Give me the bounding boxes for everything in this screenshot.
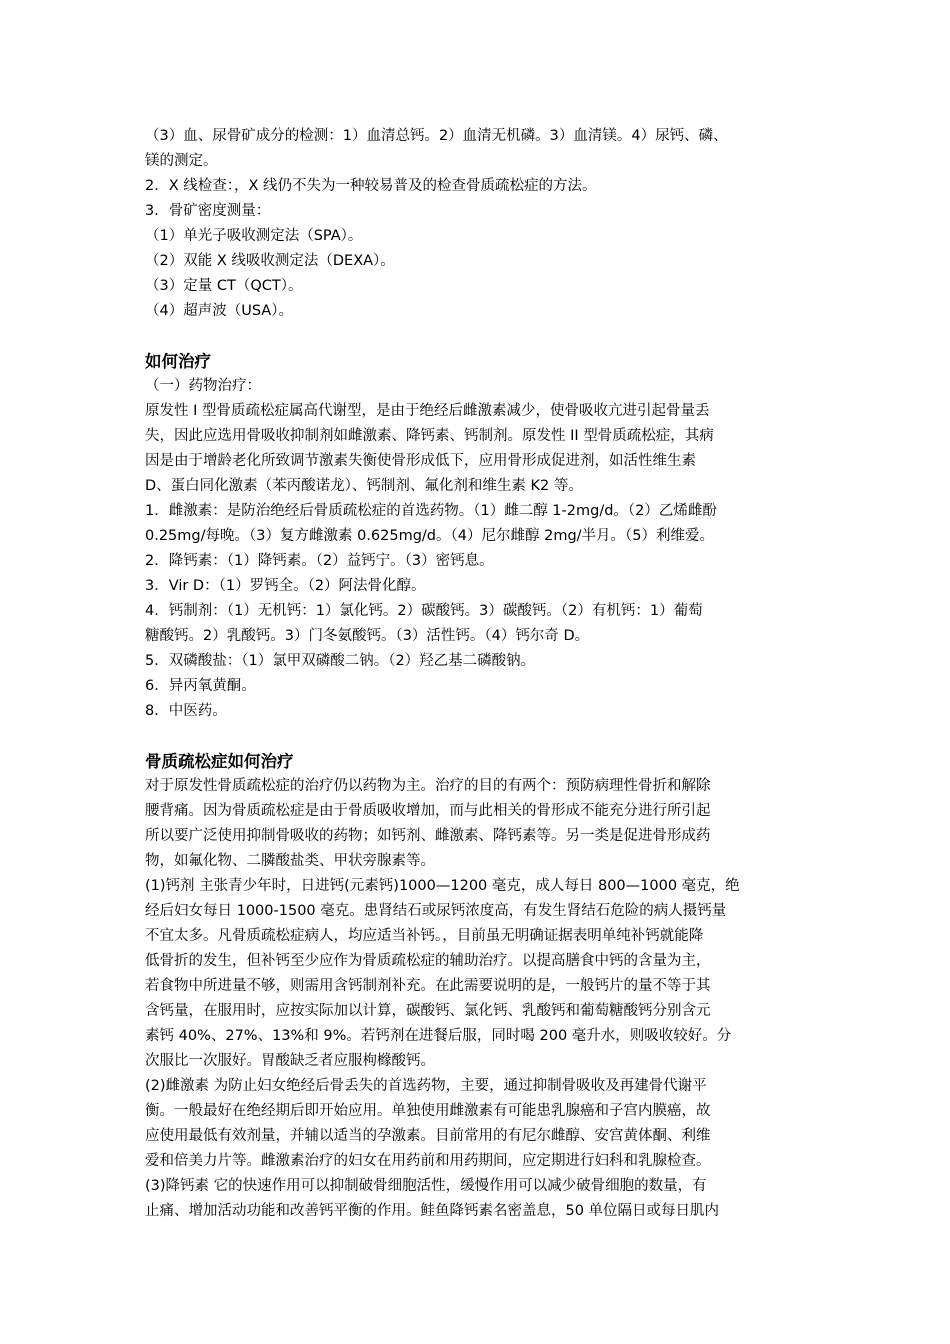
text-line: 3．Vir D：（1）罗钙全。（2）阿法骨化醇。 bbox=[145, 578, 426, 594]
text-line: 因是由于增龄老化所致调节激素失衡使骨形成低下，应用骨形成促进剂，如活性维生素 bbox=[145, 453, 696, 469]
text-line: （1）单光子吸收测定法（SPA）。 bbox=[145, 228, 363, 244]
text-line: 不宜太多。凡骨质疏松症病人，均应适当补钙。，目前虽无明确证据表明单纯补钙就能降 bbox=[145, 928, 704, 944]
text-line: 2．X 线检查：，X 线仍不失为一种较易普及的检查骨质疏松症的方法。 bbox=[145, 178, 597, 194]
text-line: 所以要广泛使用抑制骨吸收的药物；如钙剂、雌激素、降钙素等。另一类是促进骨形成药 bbox=[145, 828, 711, 844]
text-line: 止痛、增加活动功能和改善钙平衡的作用。鲑鱼降钙素名密盖息，50 单位隔日或每日肌内 bbox=[145, 1203, 720, 1219]
text-line: 5．双磷酸盐：（1）氯甲双磷酸二钠。（2）羟乙基二磷酸钠。 bbox=[145, 653, 536, 669]
text-line: 糖酸钙。2）乳酸钙。3）门冬氨酸钙。（3）活性钙。（4）钙尔奇 D。 bbox=[145, 628, 590, 644]
text-line: （3）血、尿骨矿成分的检测：1）血清总钙。2）血清无机磷。3）血清镁。4）尿钙、磷、 bbox=[145, 128, 728, 144]
text-line: 经后妇女每日 1000-1500 毫克。患肾结石或尿钙浓度高，有发生肾结石危险的病人摄钙量 bbox=[145, 903, 727, 919]
text-line: (2)雌激素 为防止妇女绝经后骨丢失的首选药物，主要，通过抑制骨吸收及再建骨代谢平 bbox=[145, 1078, 707, 1094]
section-osteoporosis bbox=[145, 749, 825, 1224]
section-intro bbox=[145, 124, 825, 324]
text-line: 4．钙制剂：（1）无机钙：1）氯化钙。2）碳酸钙。3）碳酸钙。（2）有机钙：1）葡萄 bbox=[145, 603, 703, 619]
text-line: 若食物中所进量不够，则需用含钙制剂补充。在此需要说明的是，一般钙片的量不等于其 bbox=[145, 978, 711, 994]
text-line: 素钙 40%、27%、13%和 9%。若钙剂在进餐后服，同时喝 200 毫升水，则吸收较好。分 bbox=[145, 1028, 732, 1044]
text-line: 镁的测定。 bbox=[145, 153, 218, 169]
text-line: （3）定量 CT（QCT）。 bbox=[145, 278, 303, 294]
section-heading: 骨质疏松症如何治疗 bbox=[145, 752, 294, 771]
document-page bbox=[145, 124, 825, 1224]
text-line: 腰背痛。因为骨质疏松症是由于骨质吸收增加，而与此相关的骨形成不能充分进行所引起 bbox=[145, 803, 711, 819]
text-line: 1．雌激素：是防治绝经后骨质疏松症的首选药物。（1）雌二醇 1-2mg/d。（2）乙烯雌酚 bbox=[145, 503, 717, 519]
text-line: D、蛋白同化激素（苯丙酸诺龙）、钙制剂、氟化剂和维生素 K2 等。 bbox=[145, 478, 583, 494]
text-line: 低骨折的发生，但补钙至少应作为骨质疏松症的辅助治疗。以提高膳食中钙的含量为主， bbox=[145, 953, 711, 969]
text-line: 3．骨矿密度测量： bbox=[145, 203, 271, 219]
text-line: 6．异丙氧黄酮。 bbox=[145, 678, 256, 694]
text-line: (1)钙剂 主张青少年时，日进钙(元素钙)1000—1200 毫克，成人每日 800—1000 毫克，绝 bbox=[145, 878, 740, 894]
text-line: 应使用最低有效剂量，并辅以适当的孕激素。目前常用的有尼尔雌醇、安宫黄体酮、利维 bbox=[145, 1128, 711, 1144]
text-line: (3)降钙素 它的快速作用可以抑制破骨细胞活性，缓慢作用可以减少破骨细胞的数量，有 bbox=[145, 1178, 707, 1194]
section-heading: 如何治疗 bbox=[145, 352, 211, 371]
text-line: 含钙量，在服用时，应按实际加以计算，碳酸钙、氯化钙、乳酸钙和葡萄糖酸钙分别含元 bbox=[145, 1003, 711, 1019]
text-line: 次服比一次服好。胃酸缺乏者应服枸橼酸钙。 bbox=[145, 1053, 435, 1069]
text-line: （一）药物治疗： bbox=[145, 378, 261, 394]
text-line: 8．中医药。 bbox=[145, 703, 227, 719]
section-treatment bbox=[145, 349, 825, 724]
text-line: （4）超声波（USA）。 bbox=[145, 303, 293, 319]
text-line: 衡。一般最好在绝经期后即开始应用。单独使用雌激素有可能患乳腺癌和子宫内膜癌，故 bbox=[145, 1103, 711, 1119]
text-line: 对于原发性骨质疏松症的治疗仍以药物为主。治疗的目的有两个：预防病理性骨折和解除 bbox=[145, 778, 711, 794]
text-line: 原发性 I 型骨质疏松症属高代谢型，是由于绝经后雌激素减少，使骨吸收亢进引起骨量丢 bbox=[145, 403, 710, 419]
text-line: 失，因此应选用骨吸收抑制剂如雌激素、降钙素、钙制剂。原发性 II 型骨质疏松症，其病 bbox=[145, 428, 714, 444]
text-line: 0.25mg/每晚。（3）复方雌激素 0.625mg/d。（4）尼尔雌醇 2mg/半月。（5）利维爱。 bbox=[145, 528, 715, 544]
text-line: 物，如氟化物、二膦酸盐类、甲状旁腺素等。 bbox=[145, 853, 435, 869]
text-line: 2．降钙素：（1）降钙素。（2）益钙宁。（3）密钙息。 bbox=[145, 553, 494, 569]
text-line: 爱和倍美力片等。雌激素治疗的妇女在用药前和用药期间，应定期进行妇科和乳腺检查。 bbox=[145, 1153, 711, 1169]
text-line: （2）双能 X 线吸收测定法（DEXA）。 bbox=[145, 253, 395, 269]
